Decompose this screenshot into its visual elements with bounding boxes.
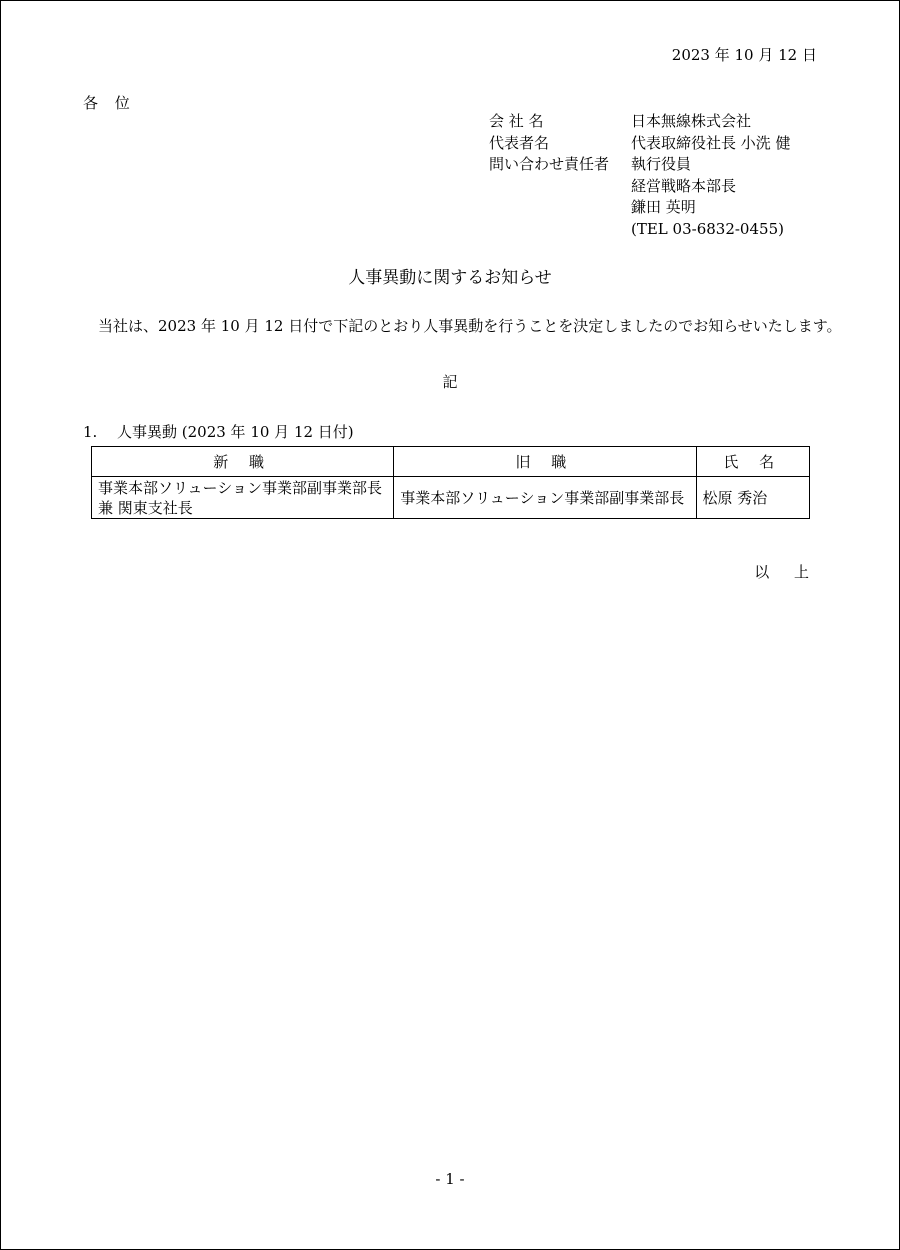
company-info-label: 問い合わせ責任者 — [489, 155, 610, 173]
company-info-label — [489, 219, 631, 241]
closing-mark: 以 上 — [754, 563, 819, 581]
company-info-value: (TEL 03-6832-0455) — [631, 219, 784, 238]
table-row — [92, 477, 810, 519]
addressee: 各 位 — [83, 94, 136, 112]
company-info-row — [489, 197, 791, 219]
personnel-table — [91, 446, 810, 519]
table-header-row — [92, 447, 810, 477]
company-info-block — [489, 111, 791, 240]
new-position-cell — [92, 477, 394, 519]
company-info-row — [489, 133, 791, 155]
company-info-value: 経営戦略本部長 — [631, 176, 737, 195]
column-header-new-position: 新 職 — [92, 447, 394, 477]
new-position-line: 事業本部ソリューション事業部副事業部長 — [98, 478, 382, 497]
company-info-value: 代表取締役社長 小洗 健 — [631, 133, 791, 152]
company-info-label: 代表者名 — [489, 133, 550, 152]
company-info-row — [489, 111, 791, 133]
person-name-cell: 松原 秀治 — [696, 477, 810, 519]
section-heading — [83, 422, 354, 443]
company-info-row — [489, 219, 791, 241]
new-position-line: 兼 関東支社長 — [98, 498, 193, 517]
company-info-label — [489, 176, 631, 198]
old-position-cell: 事業本部ソリューション事業部副事業部長 — [394, 477, 696, 519]
section-heading-text: 人事異動 (2023 年 10 月 12 日付) — [117, 423, 354, 441]
document-title: 人事異動に関するお知らせ — [348, 268, 552, 288]
company-info-label — [489, 197, 631, 219]
company-info-value: 執行役員 — [631, 155, 692, 173]
company-info-value: 鎌田 英明 — [631, 198, 696, 216]
body-text: 当社は、2023 年 10 月 12 日付で下記のとおり人事異動を行うことを決定しましたのでお知らせいたします。 — [98, 317, 842, 335]
column-header-old-position: 旧 職 — [394, 447, 696, 477]
page-number: - 1 - — [435, 1170, 465, 1188]
company-info-value: 日本無線株式会社 — [631, 112, 752, 130]
company-info-label: 会 社 名 — [489, 112, 544, 130]
ki-heading: 記 — [442, 373, 458, 391]
document-date: 2023 年 10 月 12 日 — [671, 46, 817, 64]
company-info-row — [489, 154, 791, 176]
company-info-row — [489, 176, 791, 198]
section-number: 1. — [83, 423, 98, 441]
column-header-name: 氏 名 — [696, 447, 810, 477]
